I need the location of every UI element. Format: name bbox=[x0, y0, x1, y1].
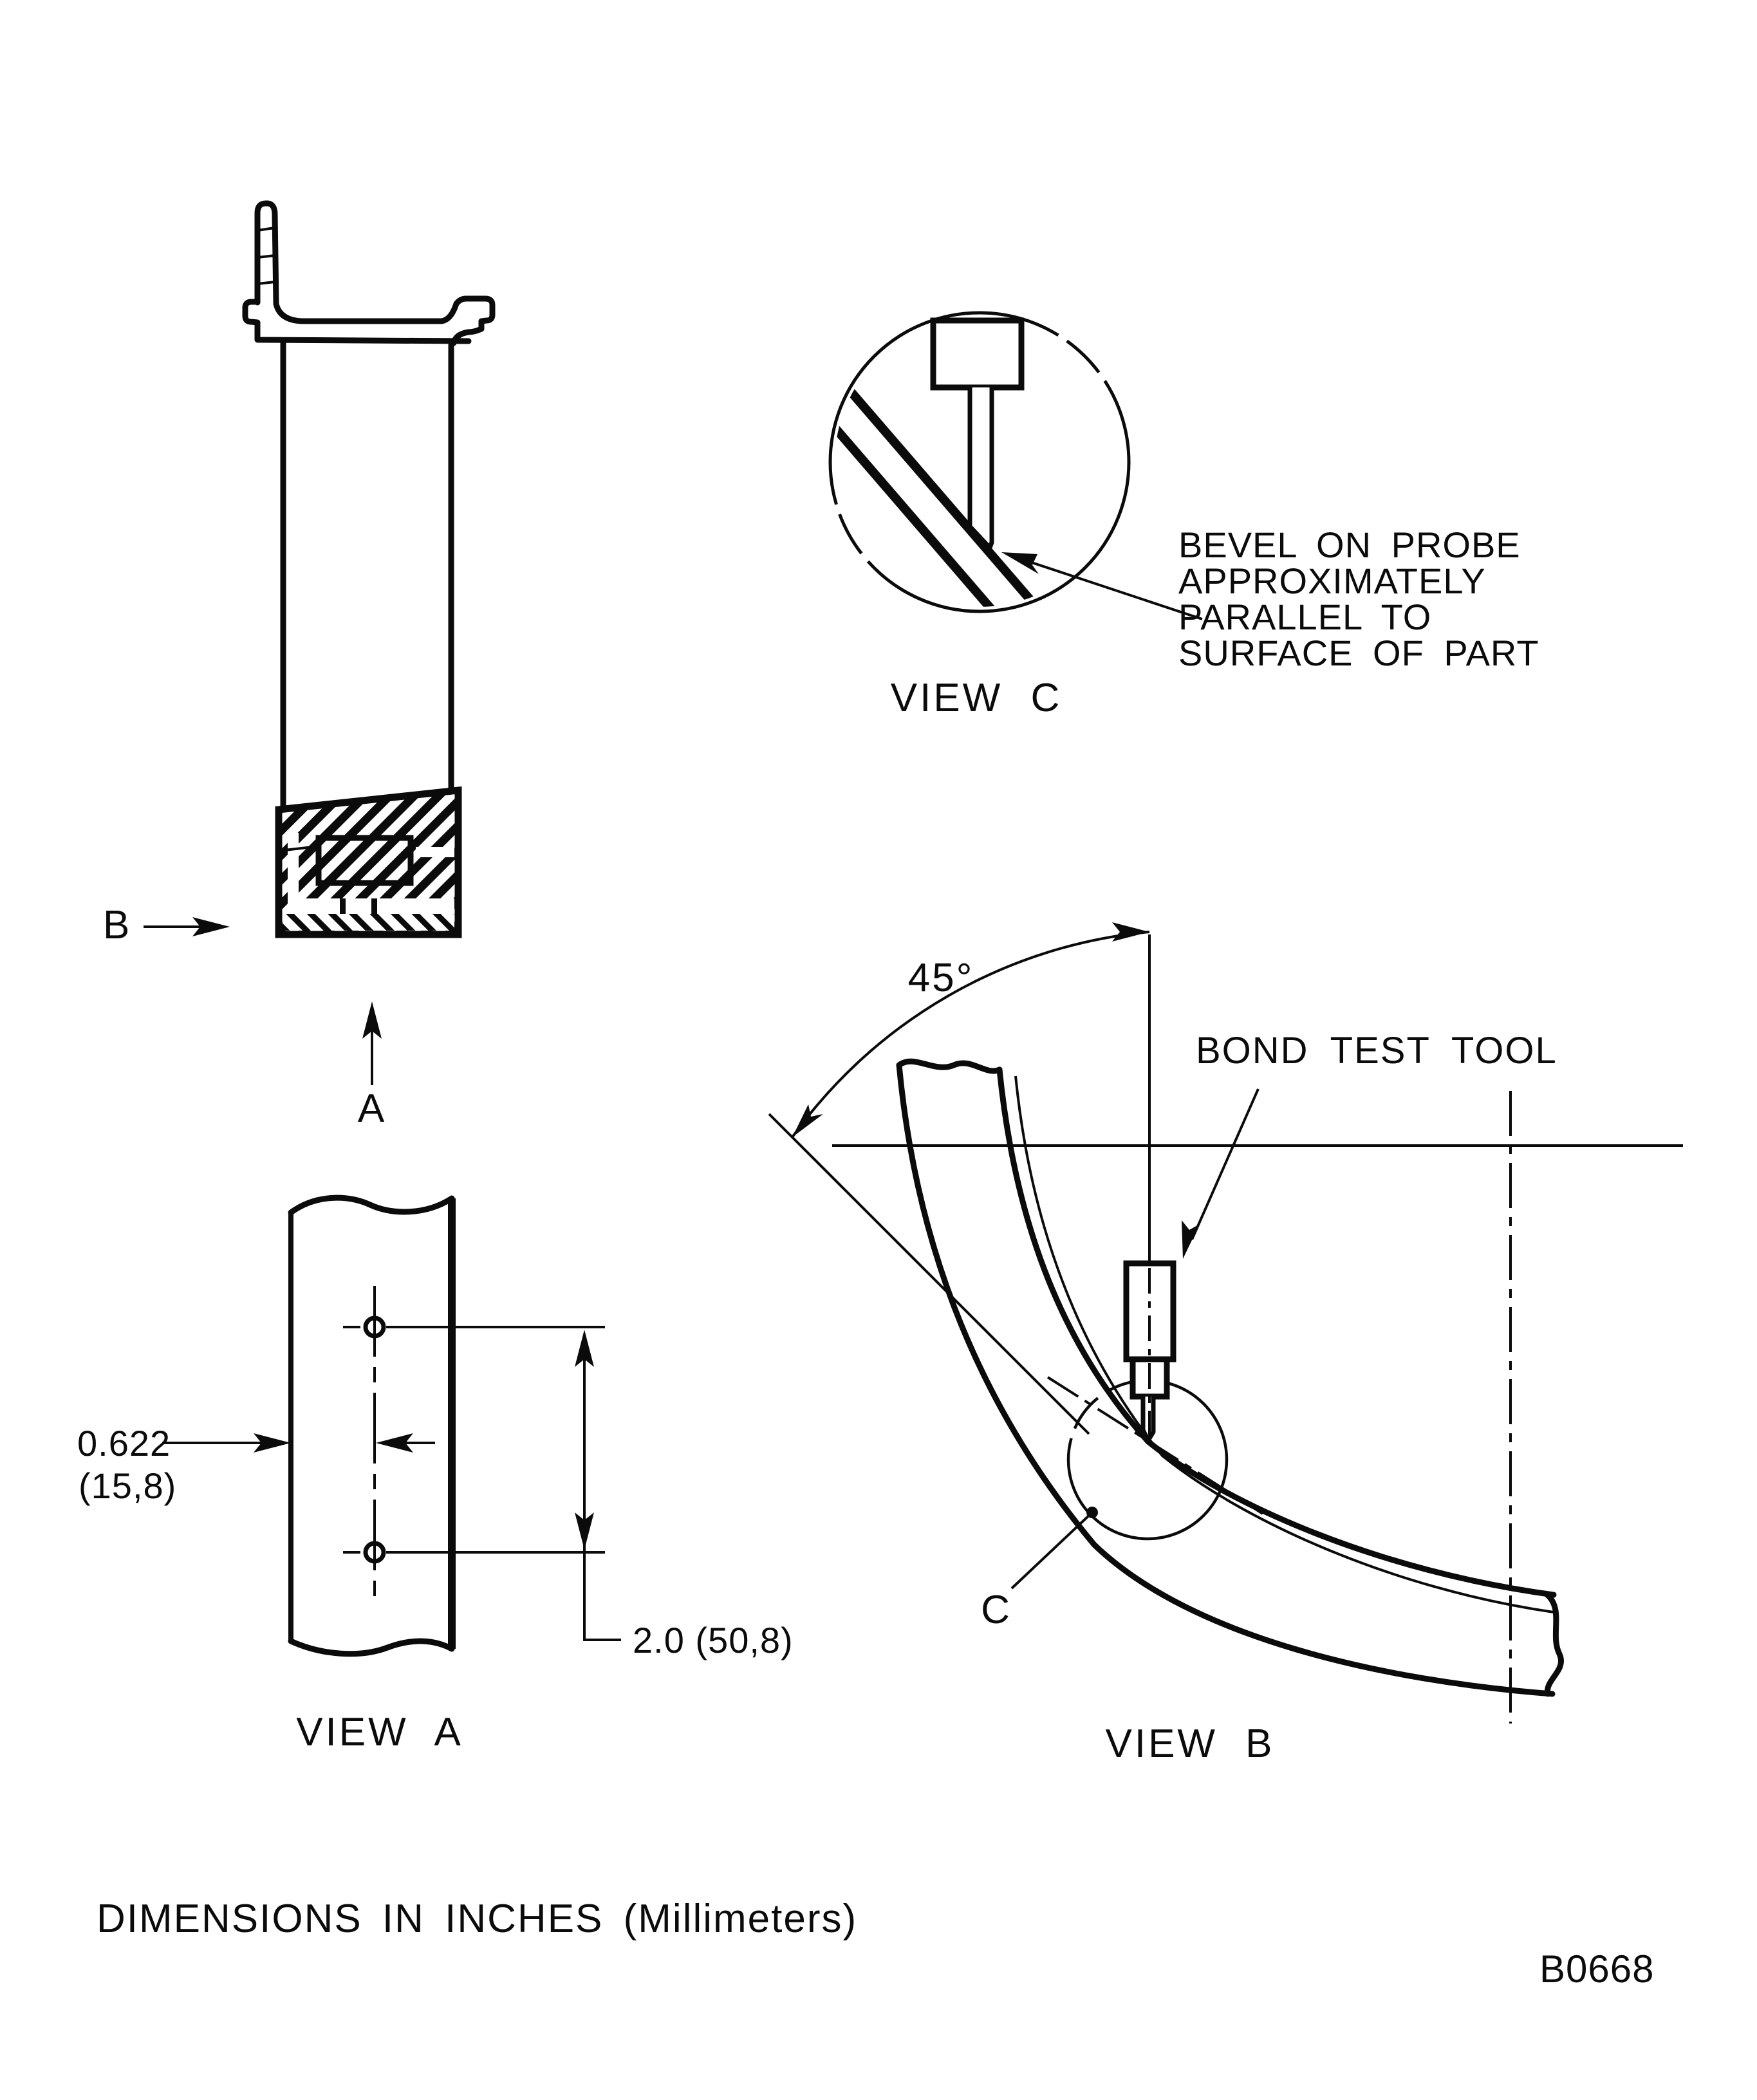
bond-slit bbox=[416, 847, 454, 857]
channel-tick bbox=[371, 898, 377, 914]
part-side-view bbox=[103, 203, 492, 1131]
dim-width-mm: (15,8) bbox=[79, 1465, 177, 1506]
bottom-band-hatch bbox=[283, 914, 454, 931]
strip-top-break bbox=[291, 1198, 452, 1213]
angle-value: 45° bbox=[907, 956, 974, 1000]
channel-vertical bbox=[288, 833, 299, 901]
section-hatch bbox=[279, 790, 458, 934]
arrowhead-tool bbox=[1182, 1220, 1200, 1259]
angle-ray-45deg bbox=[769, 1114, 1089, 1434]
dim-width-inches: 0.622 bbox=[77, 1423, 171, 1463]
tab-outline bbox=[257, 203, 276, 302]
band-bond-line bbox=[1016, 1076, 1554, 1612]
channel-horizontal bbox=[288, 898, 454, 914]
bevel-note-line3: PARALLEL TO bbox=[1178, 597, 1432, 637]
view-c-title: VIEW C bbox=[890, 676, 1063, 720]
view-b bbox=[769, 922, 1683, 1766]
dim-spacing-text: 2.0 (50,8) bbox=[633, 1620, 794, 1660]
tool-callout-text: BOND TEST TOOL bbox=[1196, 1030, 1557, 1072]
insert-block bbox=[319, 838, 411, 883]
view-a-title: VIEW A bbox=[296, 1710, 463, 1754]
dimensions-footnote: DIMENSIONS IN INCHES (Millimeters) bbox=[97, 1897, 858, 1941]
leader-dot bbox=[1086, 1507, 1098, 1518]
probe-needle bbox=[970, 387, 992, 548]
view-a-direction-label: A bbox=[357, 1086, 387, 1131]
band-right-break bbox=[1547, 1594, 1561, 1694]
strip-bottom-break bbox=[291, 1641, 452, 1654]
detail-c-leader bbox=[1012, 1514, 1091, 1588]
arrowhead-arc-end bbox=[792, 1104, 823, 1137]
probe-body bbox=[933, 321, 1021, 387]
bevel-note-line1: BEVEL ON PROBE bbox=[1178, 525, 1521, 565]
view-c bbox=[810, 313, 1539, 720]
band-top-break bbox=[899, 1061, 999, 1071]
channel-tick bbox=[340, 898, 346, 914]
tool-leader-line bbox=[1192, 1089, 1258, 1240]
footer bbox=[97, 1897, 1655, 1991]
dim-line-vertical bbox=[584, 1358, 621, 1640]
band-inner-curve bbox=[999, 1070, 1554, 1595]
view-a bbox=[77, 1198, 794, 1754]
surface-line-lower bbox=[810, 398, 1083, 716]
arrowhead-arc-top bbox=[1112, 922, 1149, 942]
figure-code: B0668 bbox=[1539, 1947, 1655, 1991]
flange-right-hook bbox=[276, 299, 492, 343]
bevel-note-line2: APPROXIMATELY bbox=[1178, 561, 1486, 601]
detail-c-label: C bbox=[981, 1588, 1012, 1632]
bevel-note-line4: SURFACE OF PART bbox=[1178, 633, 1539, 673]
view-b-direction-label: B bbox=[103, 903, 132, 947]
view-b-title: VIEW B bbox=[1105, 1722, 1275, 1766]
